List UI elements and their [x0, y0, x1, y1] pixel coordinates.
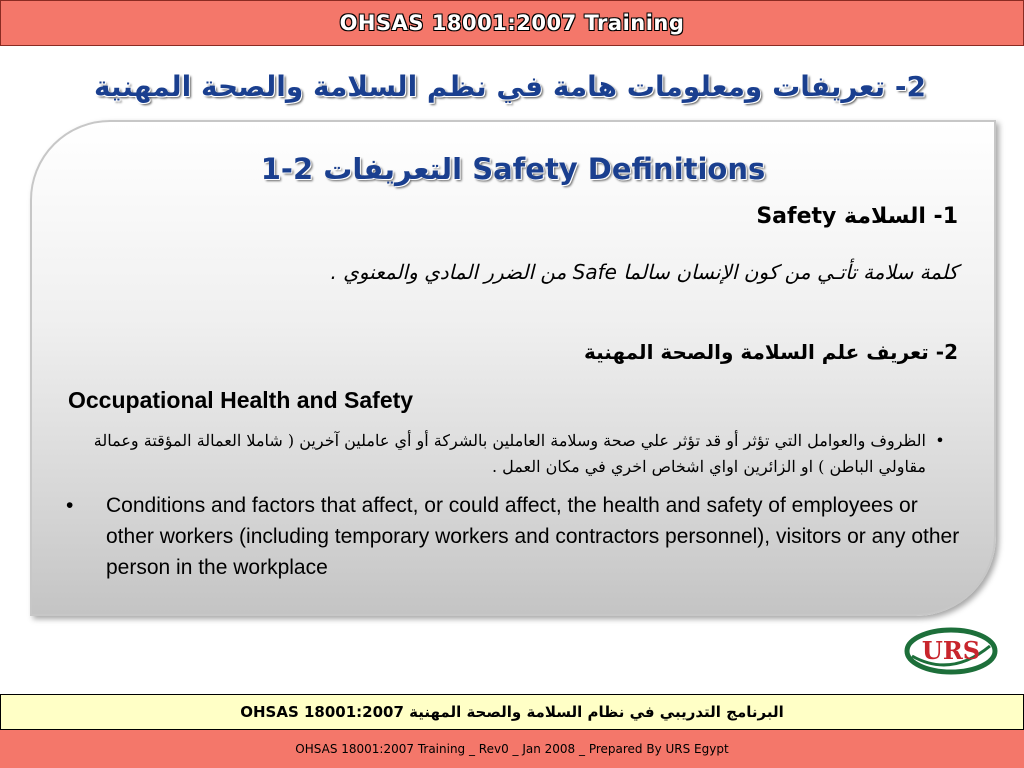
safety-heading: 1- السلامة Safety — [756, 204, 958, 229]
content-panel — [30, 120, 996, 616]
safety-definition: كلمة سلامة تأتـي من كون الإنسان سالما Safe من الضرر المادي والمعنوي . — [330, 260, 958, 284]
bullet-symbol: • — [66, 494, 74, 517]
footer-program-bar — [0, 694, 1024, 730]
arabic-bullet-item — [74, 428, 954, 480]
ohs-english-heading: Occupational Health and Safety — [68, 387, 414, 413]
ohs-definition-heading: 2- تعريف علم السلامة والصحة المهنية — [583, 340, 958, 364]
footer-credits-bar — [0, 730, 1024, 768]
logo-text: URS — [921, 636, 981, 665]
bullet-symbol: • — [935, 431, 945, 450]
english-bullet-text: Conditions and factors that affect, or could affect, the health and safety of employees or other workers (including temporary workers and contractors personnel), visitors or any other person in the workplace — [106, 494, 960, 579]
footer-program-text: البرنامج التدريبي في نظام السلامة والصحة المهنية OHSAS 18001:2007 — [240, 703, 784, 721]
section-subtitle: 1-2 التعريفات Safety Definitions — [260, 152, 766, 186]
urs-logo — [904, 626, 998, 676]
arabic-bullet-text: الظروف والعوامل التي تؤثر أو قد تؤثر علي صحة وسلامة العاملين بالشركة أو أي عاملين آخرين ( شاملا العمالة المؤقتة وعمالة مقاولي الباطن ) او الزائرين اواي اشخاص اخري في مكان العمل . — [93, 431, 926, 476]
slide-title: 2- تعريفات ومعلومات هامة في نظم السلامة والصحة المهنية — [94, 70, 926, 103]
footer-credits-text: OHSAS 18001:2007 Training _ Rev0 _ Jan 2008 _ Prepared By URS Egypt — [295, 742, 729, 756]
header-title: OHSAS 18001:2007 Training — [339, 11, 685, 35]
header-bar — [0, 0, 1024, 46]
english-bullet-item — [66, 490, 966, 583]
